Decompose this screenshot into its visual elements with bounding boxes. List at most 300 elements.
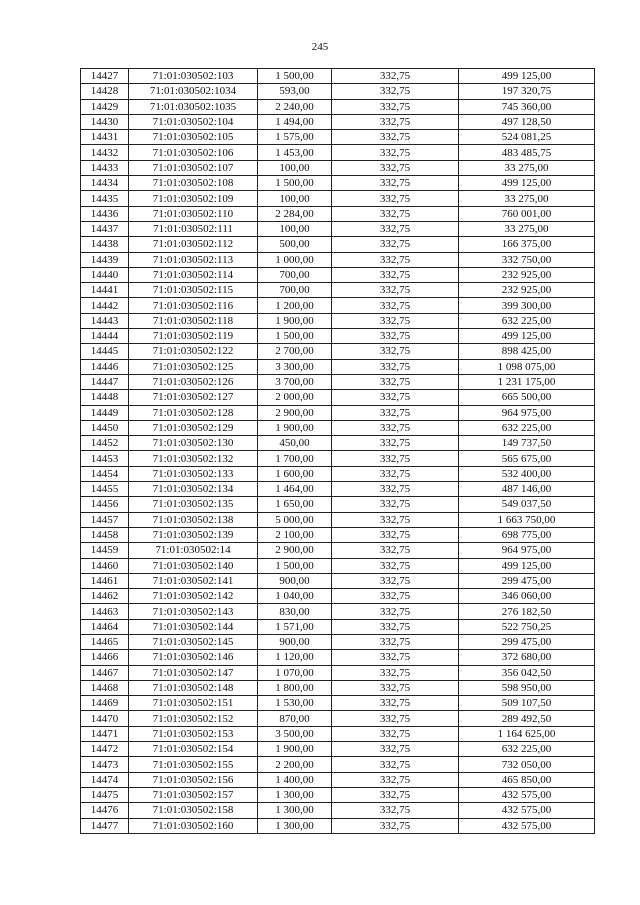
cadastral-number-cell: 71:01:030502:119 <box>129 329 258 344</box>
area-cell: 3 700,00 <box>258 374 332 389</box>
table-row <box>81 130 595 145</box>
row-number-cell: 14460 <box>81 558 129 573</box>
total-value-cell: 1 164 625,00 <box>459 726 595 741</box>
total-value-cell: 665 500,00 <box>459 390 595 405</box>
row-number-cell: 14458 <box>81 527 129 542</box>
area-cell: 1 300,00 <box>258 787 332 802</box>
row-number-cell: 14441 <box>81 283 129 298</box>
cadastral-number-cell: 71:01:030502:155 <box>129 757 258 772</box>
unit-value-cell: 332,75 <box>332 558 459 573</box>
unit-value-cell: 332,75 <box>332 298 459 313</box>
area-cell: 1 700,00 <box>258 451 332 466</box>
unit-value-cell: 332,75 <box>332 665 459 680</box>
cadastral-number-cell: 71:01:030502:145 <box>129 634 258 649</box>
table-row <box>81 436 595 451</box>
row-number-cell: 14473 <box>81 757 129 772</box>
table-row <box>81 191 595 206</box>
cadastral-number-cell: 71:01:030502:128 <box>129 405 258 420</box>
unit-value-cell: 332,75 <box>332 420 459 435</box>
area-cell: 700,00 <box>258 267 332 282</box>
unit-value-cell: 332,75 <box>332 436 459 451</box>
unit-value-cell: 332,75 <box>332 69 459 84</box>
cadastral-number-cell: 71:01:030502:153 <box>129 726 258 741</box>
total-value-cell: 149 737,50 <box>459 436 595 451</box>
row-number-cell: 14474 <box>81 772 129 787</box>
row-number-cell: 14459 <box>81 543 129 558</box>
unit-value-cell: 332,75 <box>332 176 459 191</box>
area-cell: 1 530,00 <box>258 696 332 711</box>
total-value-cell: 483 485,75 <box>459 145 595 160</box>
total-value-cell: 166 375,00 <box>459 237 595 252</box>
unit-value-cell: 332,75 <box>332 466 459 481</box>
area-cell: 1 453,00 <box>258 145 332 160</box>
area-cell: 1 500,00 <box>258 329 332 344</box>
total-value-cell: 432 575,00 <box>459 818 595 833</box>
unit-value-cell: 332,75 <box>332 160 459 175</box>
table-row <box>81 619 595 634</box>
cadastral-number-cell: 71:01:030502:147 <box>129 665 258 680</box>
cadastral-number-cell: 71:01:030502:152 <box>129 711 258 726</box>
table-row <box>81 497 595 512</box>
row-number-cell: 14452 <box>81 436 129 451</box>
unit-value-cell: 332,75 <box>332 512 459 527</box>
cadastral-number-cell: 71:01:030502:130 <box>129 436 258 451</box>
area-cell: 900,00 <box>258 634 332 649</box>
cadastral-number-cell: 71:01:030502:116 <box>129 298 258 313</box>
total-value-cell: 1 231 175,00 <box>459 374 595 389</box>
table-row <box>81 696 595 711</box>
cadastral-number-cell: 71:01:030502:125 <box>129 359 258 374</box>
page-number: 245 <box>311 41 329 53</box>
total-value-cell: 432 575,00 <box>459 803 595 818</box>
area-cell: 1 500,00 <box>258 176 332 191</box>
table-row <box>81 405 595 420</box>
cadastral-number-cell: 71:01:030502:139 <box>129 527 258 542</box>
table-row <box>81 634 595 649</box>
unit-value-cell: 332,75 <box>332 405 459 420</box>
row-number-cell: 14436 <box>81 206 129 221</box>
area-cell: 1 900,00 <box>258 313 332 328</box>
table-row <box>81 803 595 818</box>
total-value-cell: 524 081,25 <box>459 130 595 145</box>
table-row <box>81 451 595 466</box>
unit-value-cell: 332,75 <box>332 237 459 252</box>
cadastral-number-cell: 71:01:030502:143 <box>129 604 258 619</box>
total-value-cell: 598 950,00 <box>459 680 595 695</box>
cadastral-number-cell: 71:01:030502:134 <box>129 482 258 497</box>
unit-value-cell: 332,75 <box>332 329 459 344</box>
table-row <box>81 344 595 359</box>
row-number-cell: 14447 <box>81 374 129 389</box>
total-value-cell: 499 125,00 <box>459 69 595 84</box>
cadastral-number-cell: 71:01:030502:109 <box>129 191 258 206</box>
cadastral-number-cell: 71:01:030502:103 <box>129 69 258 84</box>
area-cell: 593,00 <box>258 84 332 99</box>
cadastral-number-cell: 71:01:030502:1034 <box>129 84 258 99</box>
row-number-cell: 14434 <box>81 176 129 191</box>
total-value-cell: 432 575,00 <box>459 787 595 802</box>
total-value-cell: 522 750,25 <box>459 619 595 634</box>
table-row <box>81 726 595 741</box>
unit-value-cell: 332,75 <box>332 84 459 99</box>
unit-value-cell: 332,75 <box>332 543 459 558</box>
total-value-cell: 356 042,50 <box>459 665 595 680</box>
row-number-cell: 14454 <box>81 466 129 481</box>
area-cell: 3 300,00 <box>258 359 332 374</box>
total-value-cell: 372 680,00 <box>459 650 595 665</box>
unit-value-cell: 332,75 <box>332 604 459 619</box>
row-number-cell: 14476 <box>81 803 129 818</box>
unit-value-cell: 332,75 <box>332 191 459 206</box>
table-row <box>81 160 595 175</box>
total-value-cell: 33 275,00 <box>459 221 595 236</box>
total-value-cell: 745 360,00 <box>459 99 595 114</box>
area-cell: 1 494,00 <box>258 114 332 129</box>
table-row <box>81 558 595 573</box>
unit-value-cell: 332,75 <box>332 482 459 497</box>
total-value-cell: 898 425,00 <box>459 344 595 359</box>
cadastral-number-cell: 71:01:030502:158 <box>129 803 258 818</box>
unit-value-cell: 332,75 <box>332 390 459 405</box>
cadastral-number-cell: 71:01:030502:156 <box>129 772 258 787</box>
cadastral-value-table <box>80 68 595 834</box>
area-cell: 1 120,00 <box>258 650 332 665</box>
unit-value-cell: 332,75 <box>332 696 459 711</box>
cadastral-number-cell: 71:01:030502:112 <box>129 237 258 252</box>
row-number-cell: 14475 <box>81 787 129 802</box>
total-value-cell: 1 098 075,00 <box>459 359 595 374</box>
unit-value-cell: 332,75 <box>332 589 459 604</box>
area-cell: 2 200,00 <box>258 757 332 772</box>
unit-value-cell: 332,75 <box>332 252 459 267</box>
area-cell: 700,00 <box>258 283 332 298</box>
unit-value-cell: 332,75 <box>332 573 459 588</box>
total-value-cell: 399 300,00 <box>459 298 595 313</box>
cadastral-number-cell: 71:01:030502:107 <box>129 160 258 175</box>
total-value-cell: 698 775,00 <box>459 527 595 542</box>
cadastral-number-cell: 71:01:030502:160 <box>129 818 258 833</box>
row-number-cell: 14469 <box>81 696 129 711</box>
cadastral-number-cell: 71:01:030502:114 <box>129 267 258 282</box>
row-number-cell: 14455 <box>81 482 129 497</box>
total-value-cell: 964 975,00 <box>459 543 595 558</box>
unit-value-cell: 332,75 <box>332 145 459 160</box>
table-row <box>81 573 595 588</box>
area-cell: 1 500,00 <box>258 558 332 573</box>
table-row <box>81 374 595 389</box>
area-cell: 2 284,00 <box>258 206 332 221</box>
cadastral-number-cell: 71:01:030502:154 <box>129 742 258 757</box>
table-row <box>81 665 595 680</box>
row-number-cell: 14463 <box>81 604 129 619</box>
unit-value-cell: 332,75 <box>332 267 459 282</box>
row-number-cell: 14472 <box>81 742 129 757</box>
area-cell: 1 300,00 <box>258 803 332 818</box>
row-number-cell: 14449 <box>81 405 129 420</box>
area-cell: 100,00 <box>258 160 332 175</box>
cadastral-number-cell: 71:01:030502:141 <box>129 573 258 588</box>
table-row <box>81 589 595 604</box>
area-cell: 1 400,00 <box>258 772 332 787</box>
row-number-cell: 14453 <box>81 451 129 466</box>
row-number-cell: 14456 <box>81 497 129 512</box>
row-number-cell: 14431 <box>81 130 129 145</box>
area-cell: 450,00 <box>258 436 332 451</box>
table-row <box>81 298 595 313</box>
area-cell: 1 500,00 <box>258 69 332 84</box>
row-number-cell: 14466 <box>81 650 129 665</box>
row-number-cell: 14440 <box>81 267 129 282</box>
area-cell: 3 500,00 <box>258 726 332 741</box>
row-number-cell: 14427 <box>81 69 129 84</box>
table-row <box>81 313 595 328</box>
unit-value-cell: 332,75 <box>332 359 459 374</box>
cadastral-number-cell: 71:01:030502:140 <box>129 558 258 573</box>
row-number-cell: 14467 <box>81 665 129 680</box>
cadastral-number-cell: 71:01:030502:110 <box>129 206 258 221</box>
cadastral-number-cell: 71:01:030502:157 <box>129 787 258 802</box>
total-value-cell: 497 128,50 <box>459 114 595 129</box>
row-number-cell: 14465 <box>81 634 129 649</box>
total-value-cell: 299 475,00 <box>459 573 595 588</box>
unit-value-cell: 332,75 <box>332 711 459 726</box>
total-value-cell: 289 492,50 <box>459 711 595 726</box>
table-row <box>81 145 595 160</box>
unit-value-cell: 332,75 <box>332 650 459 665</box>
cadastral-number-cell: 71:01:030502:106 <box>129 145 258 160</box>
cadastral-number-cell: 71:01:030502:148 <box>129 680 258 695</box>
cadastral-number-cell: 71:01:030502:105 <box>129 130 258 145</box>
area-cell: 1 900,00 <box>258 420 332 435</box>
cadastral-number-cell: 71:01:030502:132 <box>129 451 258 466</box>
row-number-cell: 14439 <box>81 252 129 267</box>
unit-value-cell: 332,75 <box>332 818 459 833</box>
area-cell: 2 240,00 <box>258 99 332 114</box>
unit-value-cell: 332,75 <box>332 742 459 757</box>
unit-value-cell: 332,75 <box>332 527 459 542</box>
table-row <box>81 84 595 99</box>
table-row <box>81 99 595 114</box>
area-cell: 900,00 <box>258 573 332 588</box>
unit-value-cell: 332,75 <box>332 206 459 221</box>
area-cell: 2 900,00 <box>258 405 332 420</box>
row-number-cell: 14428 <box>81 84 129 99</box>
unit-value-cell: 332,75 <box>332 99 459 114</box>
table-row <box>81 114 595 129</box>
cadastral-number-cell: 71:01:030502:111 <box>129 221 258 236</box>
cadastral-number-cell: 71:01:030502:146 <box>129 650 258 665</box>
table-row <box>81 512 595 527</box>
area-cell: 100,00 <box>258 191 332 206</box>
row-number-cell: 14437 <box>81 221 129 236</box>
row-number-cell: 14471 <box>81 726 129 741</box>
total-value-cell: 487 146,00 <box>459 482 595 497</box>
table-row <box>81 359 595 374</box>
total-value-cell: 732 050,00 <box>459 757 595 772</box>
cadastral-number-cell: 71:01:030502:108 <box>129 176 258 191</box>
area-cell: 1 070,00 <box>258 665 332 680</box>
row-number-cell: 14450 <box>81 420 129 435</box>
cadastral-number-cell: 71:01:030502:1035 <box>129 99 258 114</box>
total-value-cell: 465 850,00 <box>459 772 595 787</box>
unit-value-cell: 332,75 <box>332 772 459 787</box>
total-value-cell: 232 925,00 <box>459 283 595 298</box>
area-cell: 1 200,00 <box>258 298 332 313</box>
row-number-cell: 14444 <box>81 329 129 344</box>
row-number-cell: 14429 <box>81 99 129 114</box>
total-value-cell: 509 107,50 <box>459 696 595 711</box>
cadastral-number-cell: 71:01:030502:113 <box>129 252 258 267</box>
table-row <box>81 69 595 84</box>
unit-value-cell: 332,75 <box>332 497 459 512</box>
table-row <box>81 604 595 619</box>
table-row <box>81 252 595 267</box>
table-row <box>81 818 595 833</box>
total-value-cell: 499 125,00 <box>459 329 595 344</box>
total-value-cell: 276 182,50 <box>459 604 595 619</box>
table-row <box>81 650 595 665</box>
cadastral-number-cell: 71:01:030502:129 <box>129 420 258 435</box>
table-row <box>81 420 595 435</box>
area-cell: 2 700,00 <box>258 344 332 359</box>
total-value-cell: 760 001,00 <box>459 206 595 221</box>
cadastral-number-cell: 71:01:030502:135 <box>129 497 258 512</box>
unit-value-cell: 332,75 <box>332 313 459 328</box>
cadastral-number-cell: 71:01:030502:142 <box>129 589 258 604</box>
table-row <box>81 267 595 282</box>
table-row <box>81 283 595 298</box>
unit-value-cell: 332,75 <box>332 680 459 695</box>
table-row <box>81 221 595 236</box>
total-value-cell: 499 125,00 <box>459 176 595 191</box>
row-number-cell: 14468 <box>81 680 129 695</box>
total-value-cell: 632 225,00 <box>459 420 595 435</box>
total-value-cell: 33 275,00 <box>459 160 595 175</box>
unit-value-cell: 332,75 <box>332 803 459 818</box>
area-cell: 1 300,00 <box>258 818 332 833</box>
row-number-cell: 14448 <box>81 390 129 405</box>
table-row <box>81 527 595 542</box>
unit-value-cell: 332,75 <box>332 114 459 129</box>
area-cell: 1 650,00 <box>258 497 332 512</box>
total-value-cell: 499 125,00 <box>459 558 595 573</box>
cadastral-number-cell: 71:01:030502:151 <box>129 696 258 711</box>
total-value-cell: 346 060,00 <box>459 589 595 604</box>
unit-value-cell: 332,75 <box>332 374 459 389</box>
area-cell: 1 464,00 <box>258 482 332 497</box>
total-value-cell: 632 225,00 <box>459 742 595 757</box>
row-number-cell: 14462 <box>81 589 129 604</box>
row-number-cell: 14446 <box>81 359 129 374</box>
table-row <box>81 757 595 772</box>
row-number-cell: 14470 <box>81 711 129 726</box>
area-cell: 2 900,00 <box>258 543 332 558</box>
total-value-cell: 632 225,00 <box>459 313 595 328</box>
cadastral-number-cell: 71:01:030502:14 <box>129 543 258 558</box>
total-value-cell: 299 475,00 <box>459 634 595 649</box>
area-cell: 830,00 <box>258 604 332 619</box>
unit-value-cell: 332,75 <box>332 787 459 802</box>
total-value-cell: 565 675,00 <box>459 451 595 466</box>
total-value-cell: 549 037,50 <box>459 497 595 512</box>
cadastral-number-cell: 71:01:030502:122 <box>129 344 258 359</box>
unit-value-cell: 332,75 <box>332 757 459 772</box>
area-cell: 1 575,00 <box>258 130 332 145</box>
table-row <box>81 206 595 221</box>
table-row <box>81 543 595 558</box>
area-cell: 1 571,00 <box>258 619 332 634</box>
total-value-cell: 532 400,00 <box>459 466 595 481</box>
total-value-cell: 33 275,00 <box>459 191 595 206</box>
area-cell: 100,00 <box>258 221 332 236</box>
table-row <box>81 466 595 481</box>
table-row <box>81 237 595 252</box>
row-number-cell: 14443 <box>81 313 129 328</box>
cadastral-number-cell: 71:01:030502:127 <box>129 390 258 405</box>
cadastral-number-cell: 71:01:030502:126 <box>129 374 258 389</box>
total-value-cell: 197 320,75 <box>459 84 595 99</box>
row-number-cell: 14430 <box>81 114 129 129</box>
area-cell: 870,00 <box>258 711 332 726</box>
table-row <box>81 680 595 695</box>
table-row <box>81 787 595 802</box>
cadastral-number-cell: 71:01:030502:115 <box>129 283 258 298</box>
unit-value-cell: 332,75 <box>332 634 459 649</box>
row-number-cell: 14445 <box>81 344 129 359</box>
cadastral-number-cell: 71:01:030502:104 <box>129 114 258 129</box>
table-row <box>81 711 595 726</box>
area-cell: 1 800,00 <box>258 680 332 695</box>
unit-value-cell: 332,75 <box>332 283 459 298</box>
table-body <box>81 69 595 834</box>
unit-value-cell: 332,75 <box>332 619 459 634</box>
table-row <box>81 176 595 191</box>
row-number-cell: 14433 <box>81 160 129 175</box>
cadastral-number-cell: 71:01:030502:144 <box>129 619 258 634</box>
row-number-cell: 14432 <box>81 145 129 160</box>
area-cell: 1 600,00 <box>258 466 332 481</box>
unit-value-cell: 332,75 <box>332 344 459 359</box>
area-cell: 1 040,00 <box>258 589 332 604</box>
cadastral-number-cell: 71:01:030502:138 <box>129 512 258 527</box>
cadastral-number-cell: 71:01:030502:133 <box>129 466 258 481</box>
row-number-cell: 14457 <box>81 512 129 527</box>
area-cell: 1 900,00 <box>258 742 332 757</box>
table-row <box>81 742 595 757</box>
total-value-cell: 1 663 750,00 <box>459 512 595 527</box>
area-cell: 1 000,00 <box>258 252 332 267</box>
unit-value-cell: 332,75 <box>332 221 459 236</box>
table-row <box>81 329 595 344</box>
row-number-cell: 14461 <box>81 573 129 588</box>
unit-value-cell: 332,75 <box>332 451 459 466</box>
unit-value-cell: 332,75 <box>332 726 459 741</box>
row-number-cell: 14442 <box>81 298 129 313</box>
table-row <box>81 390 595 405</box>
row-number-cell: 14477 <box>81 818 129 833</box>
area-cell: 500,00 <box>258 237 332 252</box>
unit-value-cell: 332,75 <box>332 130 459 145</box>
row-number-cell: 14435 <box>81 191 129 206</box>
area-cell: 2 100,00 <box>258 527 332 542</box>
row-number-cell: 14464 <box>81 619 129 634</box>
table-row <box>81 482 595 497</box>
total-value-cell: 232 925,00 <box>459 267 595 282</box>
table-row <box>81 772 595 787</box>
area-cell: 5 000,00 <box>258 512 332 527</box>
total-value-cell: 332 750,00 <box>459 252 595 267</box>
area-cell: 2 000,00 <box>258 390 332 405</box>
